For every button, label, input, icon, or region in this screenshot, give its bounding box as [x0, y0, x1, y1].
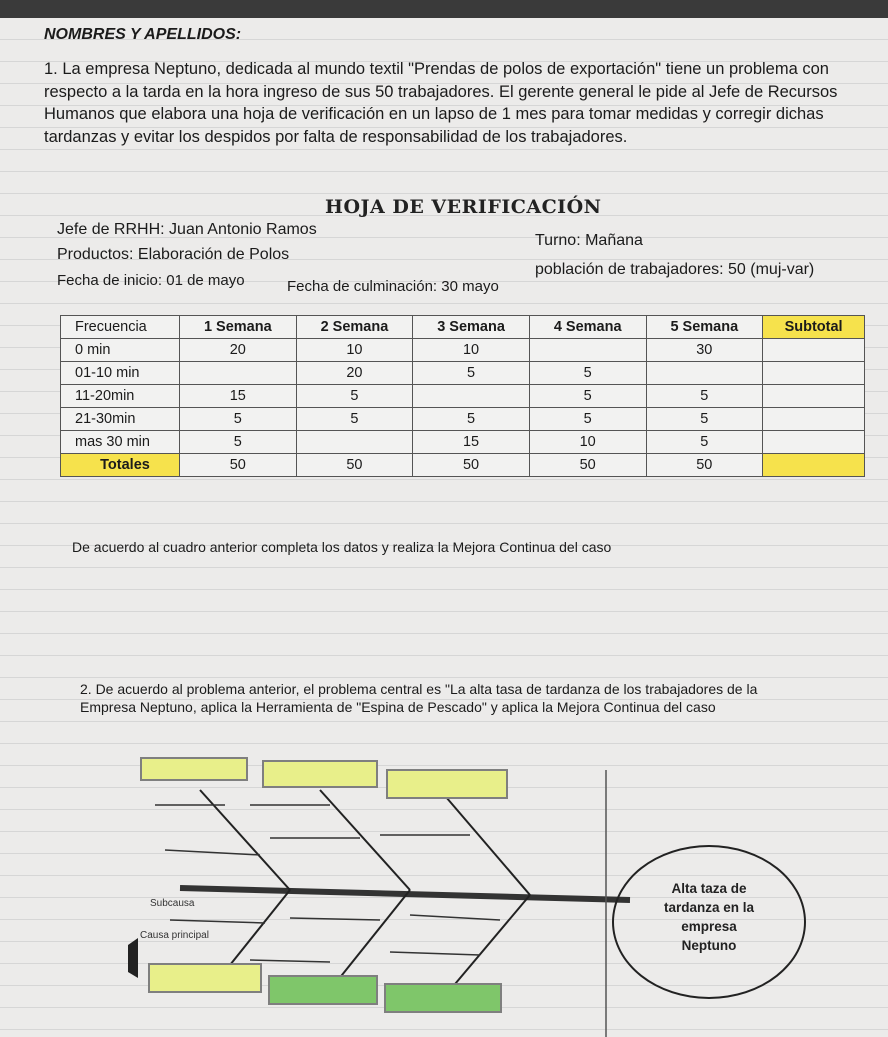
turno: Turno: Mañana [535, 232, 643, 249]
table-cell: 5 [529, 385, 646, 408]
table-cell: 50 [180, 454, 297, 477]
table-cell [763, 408, 865, 431]
cause-box[interactable] [386, 769, 508, 799]
table-cell [529, 339, 646, 362]
effect-line: tardanza en la [663, 900, 755, 915]
table-cell: 5 [646, 408, 763, 431]
table-cell: 50 [646, 454, 763, 477]
effect-line: Alta taza de [671, 881, 747, 896]
table-cell: 10 [529, 431, 646, 454]
table-row [61, 362, 865, 385]
table-cell: 0 min [61, 339, 180, 362]
fecha-inicio: Fecha de inicio: 01 de mayo [57, 272, 245, 289]
table-cell: 21-30min [61, 408, 180, 431]
table-header-row [61, 316, 865, 339]
causa-principal-label: Causa principal [140, 930, 209, 941]
table-cell: 5 [180, 431, 297, 454]
table-cell [763, 431, 865, 454]
table-row [61, 408, 865, 431]
table-cell: 11-20min [61, 385, 180, 408]
table-cell: 5 [529, 362, 646, 385]
table-row [61, 385, 865, 408]
question-2-text: 2. De acuerdo al problema anterior, el problema central es "La alta tasa de tardanza de los trabajadores de la Empresa Neptuno, aplica la Herramienta de "Espina de Pescado" y aplica la Mejora Continua del caso [80, 681, 758, 715]
table-cell: 30 [646, 339, 763, 362]
fish-spine [180, 888, 630, 900]
table-cell [763, 362, 865, 385]
table-cell: 5 [646, 431, 763, 454]
subcause-line [165, 850, 260, 855]
cause-box[interactable] [140, 757, 248, 781]
table-cell: 5 [296, 385, 413, 408]
productos: Productos: Elaboración de Polos [57, 246, 290, 263]
table-header-cell: 5 Semana [646, 316, 763, 339]
table-header-cell: Subtotal [763, 316, 865, 339]
instruction-text: De acuerdo al cuadro anterior completa los datos y realiza la Mejora Continua del caso [72, 539, 612, 555]
sheet-title: HOJA DE VERIFICACIÓN [325, 196, 602, 218]
table-row [61, 431, 865, 454]
table-header-cell: 3 Semana [413, 316, 530, 339]
table-cell: 5 [413, 408, 530, 431]
table-cell [763, 454, 865, 477]
table-cell: 50 [413, 454, 530, 477]
frequency-table [60, 315, 865, 477]
table-cell: 5 [413, 362, 530, 385]
subcause-line [390, 952, 480, 955]
cause-bone [320, 790, 410, 890]
effect-line: Neptuno [681, 938, 737, 953]
table-cell: 5 [296, 408, 413, 431]
table-cell: 50 [529, 454, 646, 477]
cause-bone [440, 790, 530, 895]
jefe-rrhh: Jefe de RRHH: Juan Antonio Ramos [57, 221, 317, 238]
table-cell: 20 [180, 339, 297, 362]
table-cell: Totales [61, 454, 180, 477]
table-cell [763, 385, 865, 408]
fecha-culminacion: Fecha de culminación: 30 mayo [287, 278, 499, 295]
subcausa-label: Subcausa [150, 898, 195, 909]
table-cell: 5 [180, 408, 297, 431]
table-cell: mas 30 min [61, 431, 180, 454]
subcause-line [170, 920, 265, 923]
cause-bone [450, 895, 530, 990]
table-row [61, 339, 865, 362]
table-header-cell: 2 Semana [296, 316, 413, 339]
table-cell [296, 431, 413, 454]
table-cell [763, 339, 865, 362]
table-cell [180, 362, 297, 385]
subcause-line [250, 960, 330, 962]
table-header-cell: 1 Semana [180, 316, 297, 339]
table-header-cell: 4 Semana [529, 316, 646, 339]
table-cell: 50 [296, 454, 413, 477]
table-cell: 5 [646, 385, 763, 408]
table-header-cell: Frecuencia [61, 316, 180, 339]
subcause-line [410, 915, 500, 920]
subcause-line [290, 918, 380, 920]
poblacion: población de trabajadores: 50 (muj-var) [535, 261, 815, 278]
cause-box[interactable] [262, 760, 378, 788]
question-1-text: 1. La empresa Neptuno, dedicada al mundo textil "Prendas de polos de exportación" tiene un problema con respecto a la tarda en la hora ingreso de sus 50 trabajadores. El gerente general le pide al Jefe de Recursos Humanos que elabora una hoja de verificación en un lapso de 1 mes para tomar medidas y corregir dichas tardanzas y evitar los despidos por falta de responsabilidad de los trabajadores. [44, 60, 838, 146]
effect-ellipse [612, 845, 806, 999]
fish-tail [128, 938, 138, 978]
table-cell: 01-10 min [61, 362, 180, 385]
table-cell [646, 362, 763, 385]
table-cell: 10 [296, 339, 413, 362]
table-cell: 15 [180, 385, 297, 408]
names-header: NOMBRES Y APELLIDOS: [44, 26, 242, 43]
table-cell [413, 385, 530, 408]
cause-box[interactable] [148, 963, 262, 993]
cause-box[interactable] [268, 975, 378, 1005]
effect-line: empresa [681, 919, 737, 934]
table-cell: 20 [296, 362, 413, 385]
cause-box[interactable] [384, 983, 502, 1013]
table-cell: 15 [413, 431, 530, 454]
totals-row [61, 454, 865, 477]
table-cell: 10 [413, 339, 530, 362]
table-cell: 5 [529, 408, 646, 431]
